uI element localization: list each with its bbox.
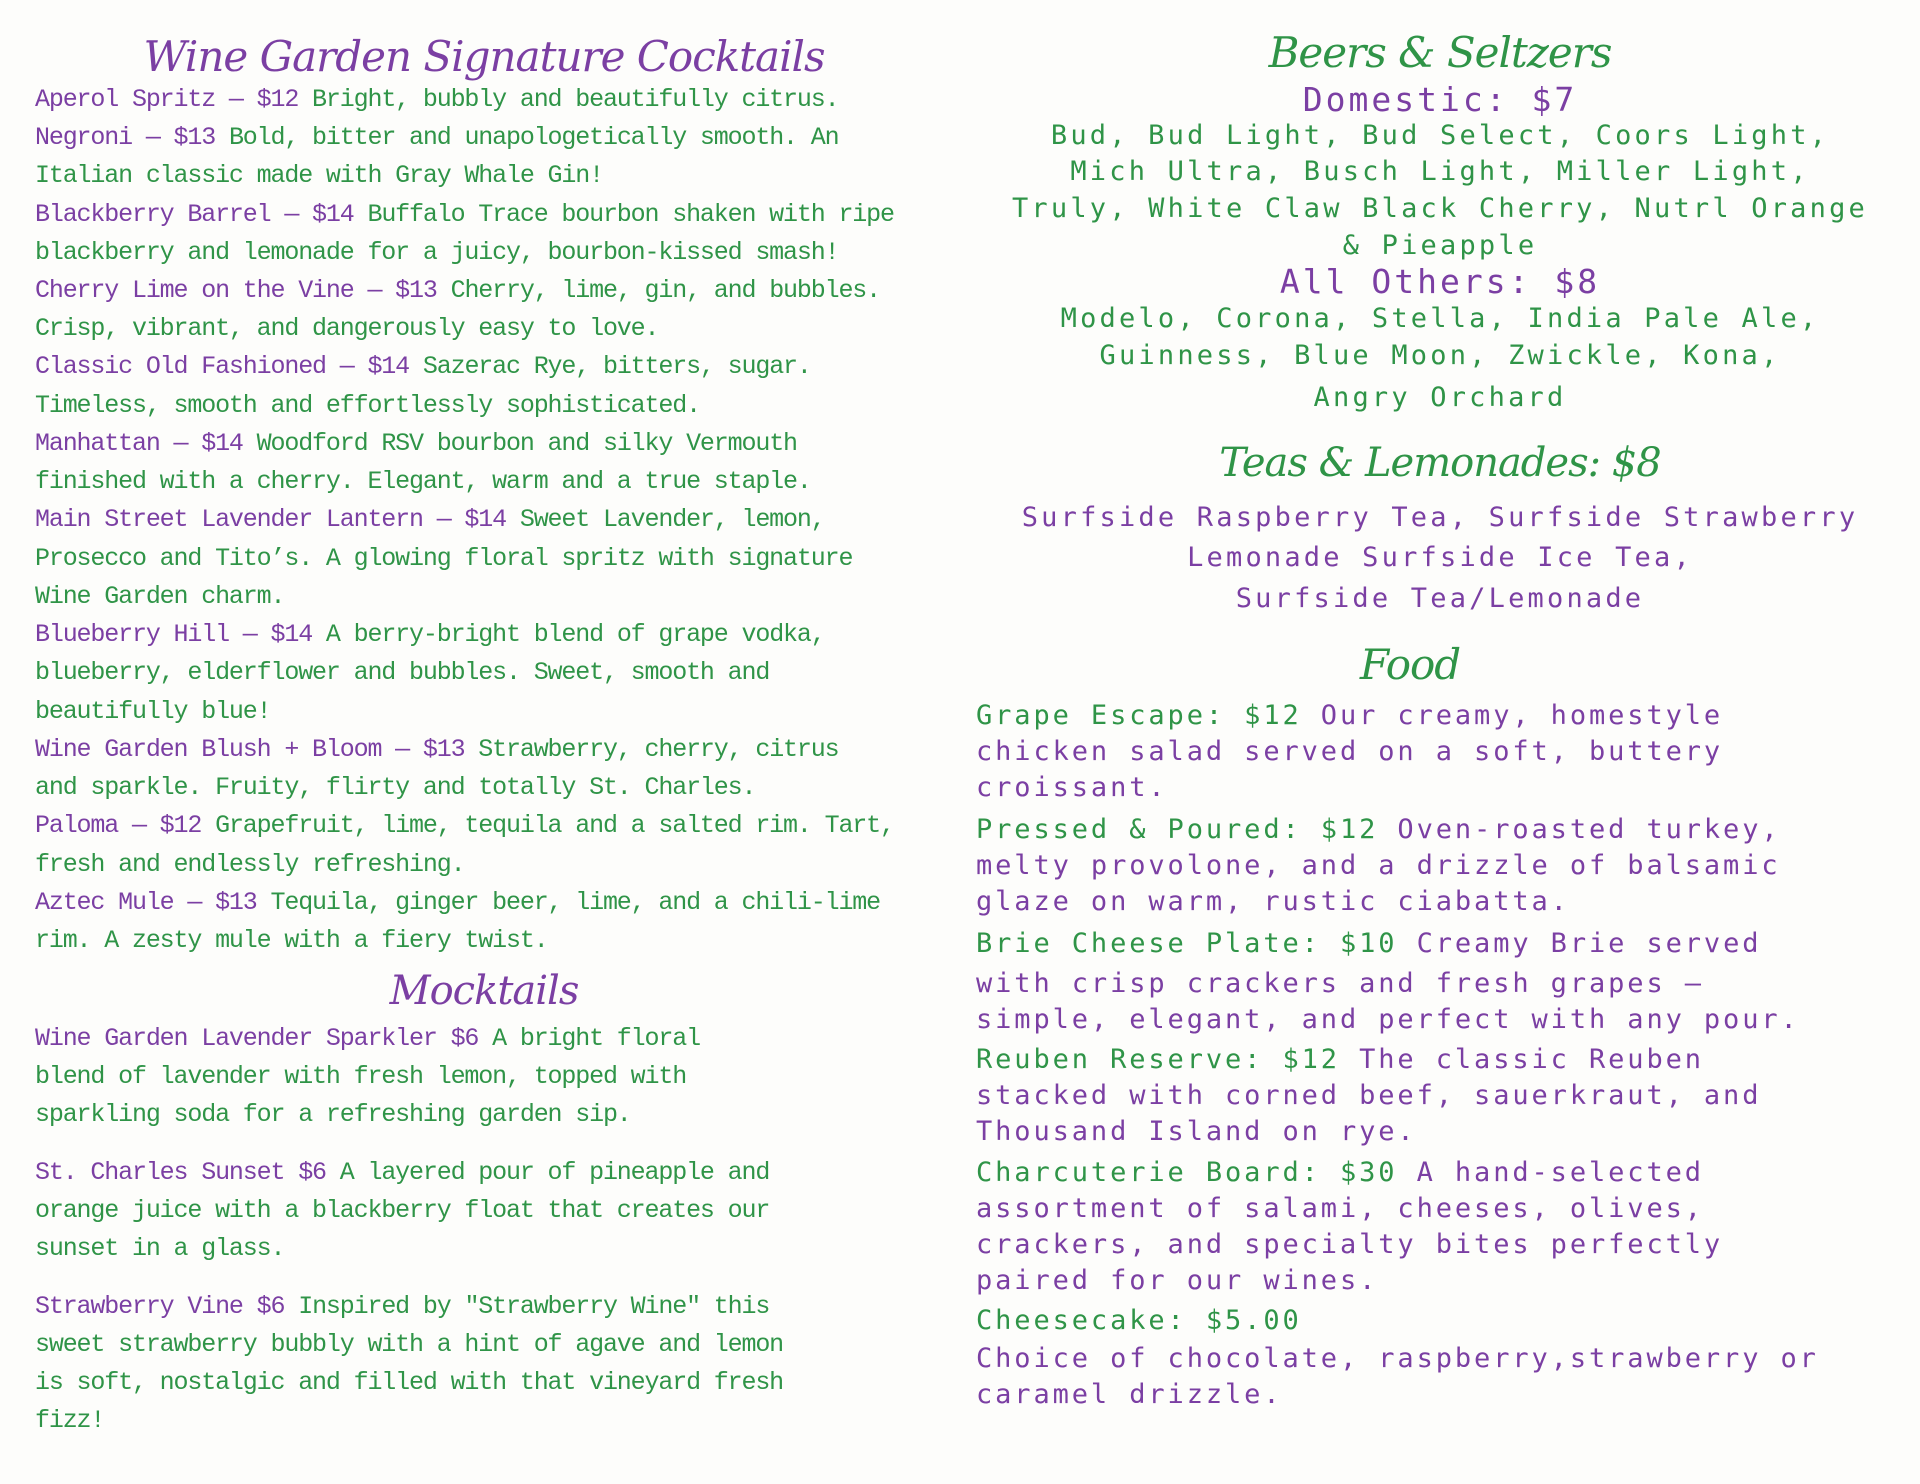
- mocktails-heading: Mocktails: [389, 968, 579, 1014]
- tea-line: Lemonade Surfside Ice Tea,: [1187, 542, 1693, 573]
- other-beer-line: Guinness, Blue Moon, Zwickle, Kona,: [1099, 340, 1781, 371]
- food-line: Thousand Island on rye.: [976, 1116, 1417, 1147]
- mocktail-line: St. Charles Sunset $6 A layered pour of pineapple and: [35, 1158, 770, 1187]
- mocktail-line: sweet strawberry bubbly with a hint of agave and lemon: [35, 1330, 784, 1359]
- food-line: simple, elegant, and perfect with any pour.: [976, 1004, 1800, 1035]
- cocktail-line: beautifully blue!: [35, 697, 271, 726]
- food-line: crackers, and specialty bites perfectly: [976, 1229, 1724, 1260]
- food-line: caramel drizzle.: [976, 1379, 1283, 1410]
- tea-line: Surfside Raspberry Tea, Surfside Strawberry: [1021, 502, 1859, 533]
- cocktail-line: Paloma — $12 Grapefruit, lime, tequila and a salted rim. Tart,: [35, 811, 894, 840]
- cocktail-line: Aztec Mule — $13 Tequila, ginger beer, lime, and a chili-lime: [35, 888, 881, 917]
- cocktail-line: finished with a cherry. Elegant, warm and a true staple.: [35, 467, 811, 496]
- domestic-beer-line: Truly, White Claw Black Cherry, Nutrl Orange: [1011, 193, 1869, 224]
- food-line: glaze on warm, rustic ciabatta.: [976, 886, 1570, 917]
- mocktail-line: Strawberry Vine $6 Inspired by "Strawberry Wine" this: [35, 1292, 770, 1321]
- food-line: Reuben Reserve: $12 The classic Reuben: [976, 1044, 1704, 1075]
- cocktails-heading: Wine Garden Signature Cocktails: [143, 32, 825, 81]
- cocktail-line: Blueberry Hill — $14 A berry-bright blend of grape vodka,: [35, 620, 825, 649]
- food-line: with crisp crackers and fresh grapes —: [976, 968, 1704, 999]
- cocktail-line: Negroni — $13 Bold, bitter and unapologetically smooth. An: [35, 123, 839, 152]
- cocktail-line: Italian classic made with Gray Whale Gin!: [35, 161, 603, 190]
- food-line: Brie Cheese Plate: $10 Creamy Brie served: [976, 928, 1762, 959]
- cocktail-line: Manhattan — $14 Woodford RSV bourbon and silky Vermouth: [35, 429, 797, 458]
- cocktail-line: Timeless, smooth and effortlessly sophisticated.: [35, 391, 700, 420]
- other-beer-line: Angry Orchard: [1313, 382, 1567, 413]
- tea-line: Surfside Tea/Lemonade: [1235, 583, 1645, 614]
- food-line: Choice of chocolate, raspberry,strawberry or: [976, 1343, 1819, 1374]
- food-line: assortment of salami, cheeses, olives,: [976, 1193, 1704, 1224]
- food-line: Grape Escape: $12 Our creamy, homestyle: [976, 700, 1724, 731]
- mocktail-line: blend of lavender with fresh lemon, topped with: [35, 1062, 687, 1091]
- food-heading: Food: [1359, 640, 1461, 689]
- cocktail-line: blueberry, elderflower and bubbles. Sweet, smooth and: [35, 658, 770, 687]
- domestic-price-label: Domestic: $7: [1302, 80, 1578, 119]
- cocktail-line: Blackberry Barrel — $14 Buffalo Trace bourbon shaken with ripe: [35, 200, 894, 229]
- cocktail-line: Wine Garden charm.: [35, 582, 285, 611]
- food-line: croissant.: [976, 772, 1168, 803]
- food-line: chicken salad served on a soft, buttery: [976, 736, 1724, 767]
- mocktail-line: orange juice with a blackberry float that creates our: [35, 1196, 770, 1225]
- cocktail-line: fresh and endlessly refreshing.: [35, 850, 465, 879]
- food-line: Charcuterie Board: $30 A hand-selected: [976, 1157, 1704, 1188]
- cocktail-line: Crisp, vibrant, and dangerously easy to love.: [35, 314, 659, 343]
- other-beer-line: Modelo, Corona, Stella, India Pale Ale,: [1060, 303, 1820, 334]
- mocktail-line: Wine Garden Lavender Sparkler $6 A bright floral: [35, 1024, 700, 1053]
- cocktail-line: Main Street Lavender Lantern — $14 Sweet Lavender, lemon,: [35, 505, 825, 534]
- mocktail-line: fizz!: [35, 1406, 105, 1435]
- cocktail-line: rim. A zesty mule with a fiery twist.: [35, 926, 548, 955]
- food-line: Pressed & Poured: $12 Oven-roasted turkey,: [976, 814, 1781, 845]
- cocktail-line: Cherry Lime on the Vine — $13 Cherry, lime, gin, and bubbles.: [35, 276, 881, 305]
- food-line: Cheesecake: $5.00: [976, 1305, 1302, 1336]
- mocktail-line: sparkling soda for a refreshing garden sip.: [35, 1100, 631, 1129]
- food-line: paired for our wines.: [976, 1265, 1379, 1296]
- cocktail-line: and sparkle. Fruity, flirty and totally St. Charles.: [35, 773, 756, 802]
- mocktail-line: is soft, nostalgic and filled with that vineyard fresh: [35, 1368, 784, 1397]
- cocktail-line: Aperol Spritz — $12 Bright, bubbly and beautifully citrus.: [35, 85, 839, 114]
- domestic-beer-line: Bud, Bud Light, Bud Select, Coors Light,: [1050, 120, 1830, 151]
- cocktail-line: Wine Garden Blush + Bloom — $13 Strawberry, cherry, citrus: [35, 735, 839, 764]
- food-line: melty provolone, and a drizzle of balsamic: [976, 850, 1781, 881]
- food-line: stacked with corned beef, sauerkraut, and: [976, 1080, 1762, 1111]
- cocktail-line: Prosecco and Tito’s. A glowing floral spritz with signature: [35, 544, 853, 573]
- cocktail-line: Classic Old Fashioned — $14 Sazerac Rye, bitters, sugar.: [35, 352, 811, 381]
- mocktail-line: sunset in a glass.: [35, 1234, 285, 1263]
- domestic-beer-line: & Pieapple: [1342, 230, 1538, 261]
- domestic-beer-line: Mich Ultra, Busch Light, Miller Light,: [1070, 156, 1810, 187]
- teas-heading: Teas & Lemonades: $8: [1219, 440, 1661, 486]
- beers-heading: Beers & Seltzers: [1268, 28, 1612, 77]
- others-price-label: All Others: $8: [1279, 262, 1601, 301]
- cocktail-line: blackberry and lemonade for a juicy, bourbon-kissed smash!: [35, 238, 839, 267]
